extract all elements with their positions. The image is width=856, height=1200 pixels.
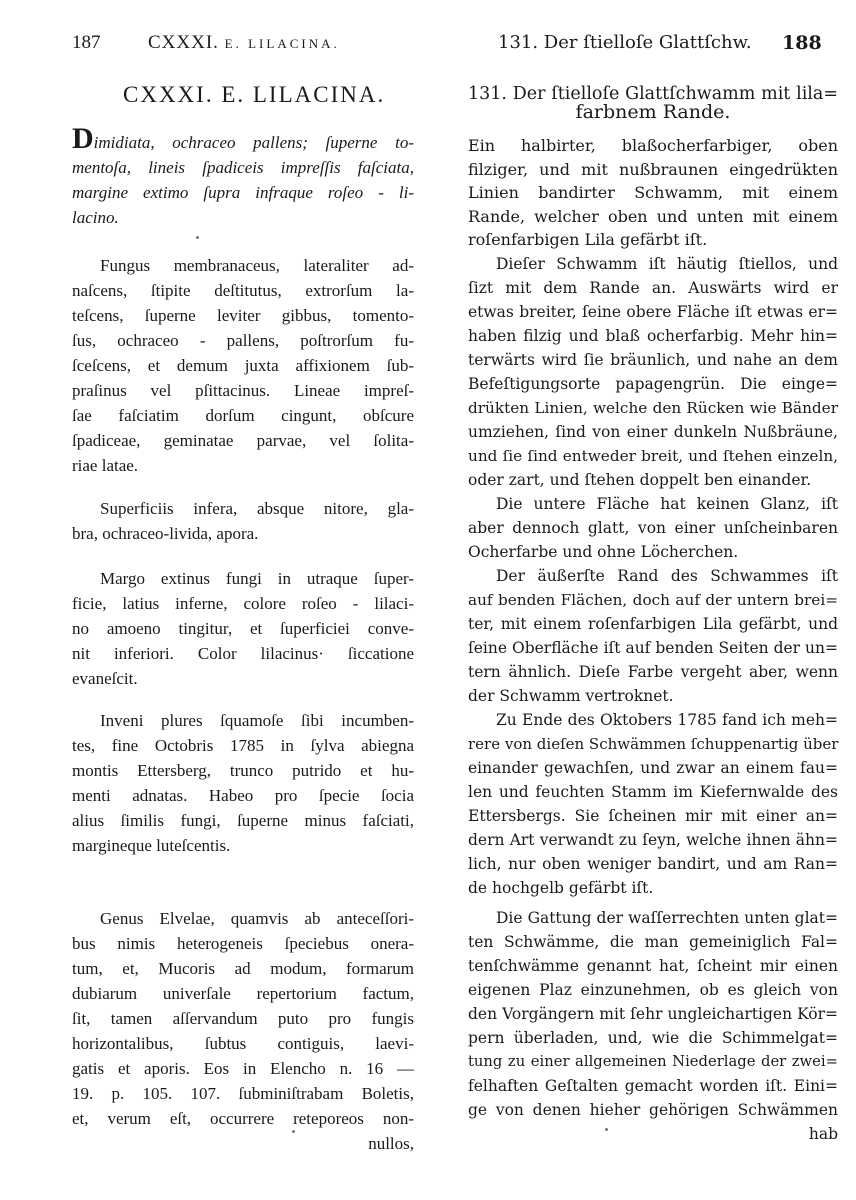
text-line: tern ähnlich. Dieſe Farbe vergeht aber, wenn (468, 663, 838, 681)
text-line: Fungus membranaceus, lateraliter ad- (100, 256, 414, 275)
margin-paragraph (72, 566, 414, 691)
text-line: einander gewachſen, und zwar an einem fau= (468, 759, 838, 777)
text-line: lacino. (72, 208, 119, 227)
text-line: bra, ochraceo-livida, apora. (72, 524, 259, 543)
text-line: terwärts wird ſie bräunlich, und nahe an dem (468, 351, 838, 369)
text-line: menti adnatas. Habeo pro ſpecie ſocia (72, 786, 414, 805)
text-line: Dimidiata, ochraceo pallens; ſuperne to- (72, 122, 414, 155)
margin-paragraph-de (468, 564, 838, 708)
text-line: haben filzig und blaß ocherfarbig. Mehr hin= (468, 327, 838, 345)
drop-cap: D (72, 122, 94, 155)
genus-paragraph-de (468, 906, 838, 1146)
text-line: Superficiis infera, absque nitore, gla- (100, 499, 414, 518)
text-line: ſae faſciatim dorſum cingunt, obſcure (72, 406, 414, 425)
text-line: dubiarum univerſale repertorium factum, (72, 984, 414, 1003)
locality-paragraph-de (468, 708, 838, 900)
underside-paragraph (72, 496, 414, 546)
text-line: gatis et aporis. Eos in Elencho n. 16 — (72, 1059, 414, 1078)
text-line: drükten Linien, welche den Rücken wie Bänder (468, 399, 838, 417)
text-line: 19. p. 105. 107. ſubminiſtrabam Boletis, (72, 1084, 414, 1103)
text-line: Linien bandirter Schwamm, mit einem (468, 183, 838, 202)
text-line: tung zu einer allgemeinen Niederlage der zwei= (468, 1053, 838, 1070)
text-line: Zu Ende des Oktobers 1785 fand ich meh= (496, 711, 838, 729)
running-head-species: E. LILACINA. (224, 36, 340, 51)
text-line: de hochgelb gefärbt iſt. (468, 879, 654, 897)
text-line: evaneſcit. (72, 669, 138, 688)
catchword-left: nullos, (368, 1134, 414, 1153)
summary-paragraph (468, 134, 838, 252)
page-number-right: 188 (782, 32, 822, 54)
text-line: etwas breiter, ſeine obere Fläche iſt etwas er= (468, 303, 838, 321)
text-line: umziehen, ſind von einer dunkeln Nußbräune, (468, 423, 838, 441)
text-line: Die Gattung der waſſerrechten unten glat= (496, 909, 838, 927)
section-title-line: farbnem Rande. (575, 100, 731, 123)
right-page (430, 0, 856, 1200)
text-line: ge von denen hieher gehörigen Schwämmen (468, 1101, 838, 1119)
text-line: margine extimo ſupra infraque roſeo - li- (72, 183, 414, 202)
text-line: montis Ettersberg, trunco putrido et hu- (72, 761, 414, 780)
text-line: alius ſimilis fungi, ſuperne minus faſciati, (72, 811, 414, 830)
text-line: praſinus vel pſittacinus. Lineae impreſ- (72, 381, 414, 400)
text-line: len und feuchten Stamm im Kiefernwalde des (468, 783, 838, 801)
text-line: auf benden Flächen, doch auf der untern brei= (468, 591, 838, 609)
running-head-right: 131. Der ſtielloſe Glattſchw. (498, 32, 752, 53)
text-line: bus nimis heterogeneis ſpeciebus onera- (72, 934, 414, 953)
text-line: ter, mit einem roſenfarbigen Lila gefärbt, und (468, 615, 838, 633)
ink-speck (605, 1128, 608, 1131)
text-line: oder zart, und ſtehen doppelt ben einander. (468, 471, 812, 489)
text-line: pern überladen, und, wie die Schimmelgat= (468, 1029, 838, 1047)
text-line: ſceſcens, et demum juxta affixionem ſub- (72, 356, 414, 375)
locality-paragraph (72, 708, 414, 858)
text-line: tes, fine Octobris 1785 in ſylva abiegna (72, 736, 414, 755)
text-line: tenſchwämme genannt hat, ſcheint mir einen (468, 957, 838, 975)
text-line: riae latae. (72, 456, 139, 475)
text-line: horizontalibus, ſubtus contiguis, laevi- (72, 1034, 414, 1053)
text-line: Inveni plures ſquamoſe ſibi incumben- (100, 711, 414, 730)
text-line: den Vorgängern mit ſehr ungleichartigen Kör= (468, 1005, 838, 1023)
description-paragraph-de (468, 252, 838, 492)
diagnosis-paragraph (72, 122, 414, 230)
page-number-left: 187 (72, 32, 101, 53)
text-line: et, verum eſt, occurrere reteporeos non- (72, 1109, 414, 1128)
text-line: teſcens, ſuperne leviter gibbus, tomento- (72, 306, 414, 325)
text-line: Rande, welcher oben und unten mit einem (468, 206, 838, 226)
text-line: ten Schwämme, die man gemeiniglich Fal= (468, 933, 838, 951)
text-line: Genus Elvelae, quamvis ab anteceſſori- (100, 909, 414, 928)
text-line: roſenfarbigen Lila gefärbt iſt. (468, 230, 708, 249)
text-line: aber dennoch glatt, von einer unſcheinbaren (468, 519, 838, 537)
section-title-right (468, 82, 838, 124)
text-line: Befeſtigungsorte papagengrün. Die einge= (468, 375, 838, 393)
text-line: Ettersbergs. Sie ſcheinen mir mit einer an= (468, 807, 838, 825)
text-line: mentoſa, lineis ſpadiceis impreſſis faſciata, (72, 158, 414, 177)
text-line: Dieſer Schwamm iſt häutig ſtiellos, und (496, 255, 838, 273)
text-line: ſpadiceae, geminatae parvae, vel ſolita- (72, 431, 414, 450)
text-line: Die untere Fläche hat keinen Glanz, iſt (496, 495, 838, 513)
genus-paragraph (72, 906, 414, 1156)
text-line: Ocherfarbe und ohne Löcherchen. (468, 543, 739, 561)
running-head-roman: CXXXI. (148, 32, 219, 53)
text-line: ſizt mit dem Rande an. Auswärts wird er (468, 279, 838, 297)
text-line: ſeine Oberfläche iſt auf benden Seiten der un= (468, 639, 838, 657)
text-line: eigenen Plaz einzunehmen, ob es gleich von (468, 981, 838, 999)
text-line: rere von dieſen Schwämmen ſchuppenartig über (468, 735, 839, 753)
text-line: lich, nur oben weniger bandirt, und am Ran= (468, 855, 838, 873)
section-title-left: CXXXI. E. LILACINA. (123, 82, 386, 107)
text-line: margineque luteſcentis. (72, 836, 231, 855)
text-line: ficie, latius inferne, colore roſeo - lilaci- (72, 594, 414, 613)
text-line: Der äußerſte Rand des Schwammes iſt (496, 567, 838, 585)
running-head-left (148, 32, 340, 54)
text-line: no amoeno tingitur, et ſuperficiei conve- (72, 619, 414, 638)
text-line: der Schwamm vertroknet. (468, 687, 674, 705)
ink-speck (196, 236, 199, 239)
text-line: nit inferiori. Color lilacinus· ſiccatione (72, 644, 414, 663)
text-line: felhaften Geſtalten gemacht worden iſt. Eini= (468, 1077, 838, 1095)
catchword-right: hab (808, 1125, 838, 1143)
text-line: tum, et, Mucoris ad modum, formarum (72, 959, 414, 978)
text-line: dern Art verwandt zu ſeyn, welche ihnen ähn= (468, 831, 838, 849)
text-line: Ein halbirter, blaßocherfarbiger, oben (468, 136, 838, 155)
text-line: ſit, tamen aſſervandum puto pro fungis (72, 1009, 414, 1028)
description-paragraph (72, 253, 414, 478)
section-title-line: 131. Der ſtielloſe Glattſchwamm mit lila= (468, 84, 838, 104)
text-line: und ſie ſind entweder breit, und ſtehen einzeln, (468, 447, 838, 465)
text-line: naſcens, ſtipite deſtitutus, extrorſum la- (72, 281, 414, 300)
text-line: Margo extinus fungi in utraque ſuper- (100, 569, 414, 588)
text-line: ſus, ochraceo - pallens, poſtrorſum fu- (72, 331, 414, 350)
underside-paragraph-de (468, 492, 838, 564)
text-line: filziger, und mit nußbraunen eingedrükten (468, 159, 838, 179)
ink-speck (292, 1130, 295, 1133)
